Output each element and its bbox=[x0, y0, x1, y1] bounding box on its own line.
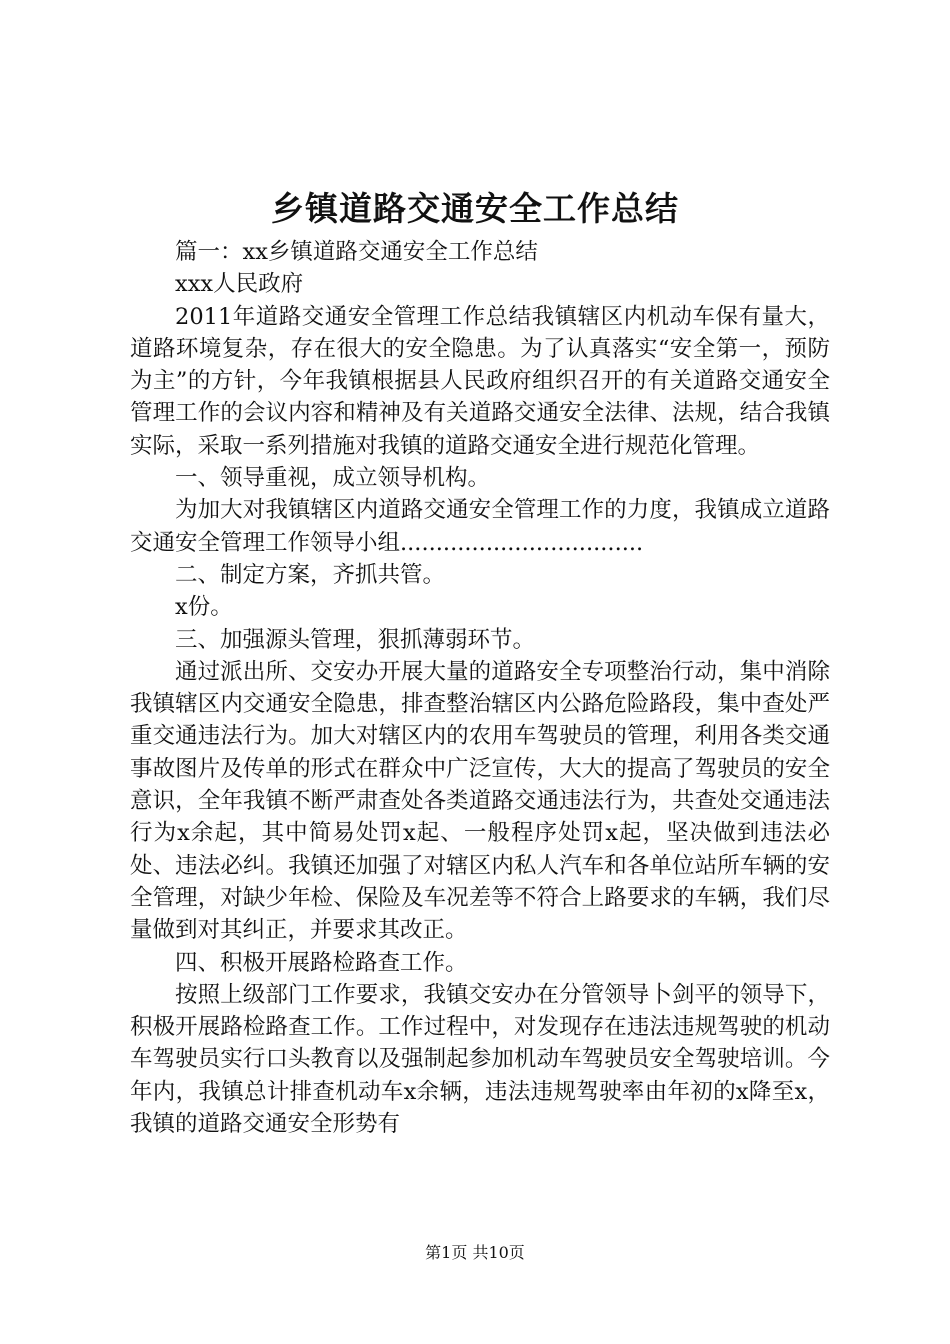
document-title: 乡镇道路交通安全工作总结 bbox=[271, 189, 679, 228]
page-number-footer: 第1页 共10页 bbox=[425, 1243, 525, 1262]
paragraph-heading-1: 一、领导重视，成立领导机构。 bbox=[175, 465, 491, 492]
paragraph-heading-2: 二、制定方案，齐抓共管。 bbox=[175, 561, 446, 588]
paragraph-heading-4: 四、积极开展路检路查工作。 bbox=[175, 949, 468, 976]
paragraph-author: xxx人民政府 bbox=[175, 271, 304, 298]
paragraph-leadership: 为加大对我镇辖区内道路交通安全管理工作的力度，我镇成立道路交通安全管理工作领导小组.................................. bbox=[130, 497, 830, 556]
document-body bbox=[130, 236, 830, 1140]
paragraph-intro: 2011年道路交通安全管理工作总结我镇辖区内机动车保有量大，道路环境复杂，存在很大的安全隐患。为了认真落实“安全第一，预防为主”的方针，今年我镇根据县人民政府组织召开的有关道路交通安全管理工作的会议内容和精神及有关道路交通安全法律、法规，结合我镇实际，采取一系列措施对我镇的道路交通安全进行规范化管理。 bbox=[130, 303, 830, 459]
paragraph-copies: x份。 bbox=[175, 594, 233, 621]
paragraph-heading-3: 三、加强源头管理，狠抓薄弱环节。 bbox=[175, 626, 536, 653]
paragraph-source-management: 通过派出所、交安办开展大量的道路安全专项整治行动，集中消除我镇辖区内交通安全隐患，排查整治辖区内公路危险路段，集中查处严重交通违法行为。加大对辖区内的农用车驾驶员的管理，利用各类交通事故图片及传单的形式在群众中广泛宣传，大大的提高了驾驶员的安全意识，全年我镇不断严肃查处各类道路交通违法行为，共查处交通违法行为x余起，其中简易处罚x起、一般程序处罚x起，坚决做到违法必处、违法必纠。我镇还加强了对辖区内私人汽车和各单位站所车辆的安全管理，对缺少年检、保险及车况差等不符合上路要求的车辆，我们尽量做到对其纠正，并要求其改正。 bbox=[130, 658, 830, 944]
paragraph-section-heading: 篇一：xx乡镇道路交通安全工作总结 bbox=[175, 239, 538, 265]
paragraph-road-inspection: 按照上级部门工作要求，我镇交安办在分管领导卜剑平的领导下，积极开展路检路查工作。工作过程中，对发现存在违法违规驾驶的机动车驾驶员实行口头教育以及强制起参加机动车驾驶员安全驾驶培训。今年内，我镇总计排查机动车x余辆，违法违规驾驶率由年初的x降至x，我镇的道路交通安全形势有 bbox=[130, 981, 830, 1138]
